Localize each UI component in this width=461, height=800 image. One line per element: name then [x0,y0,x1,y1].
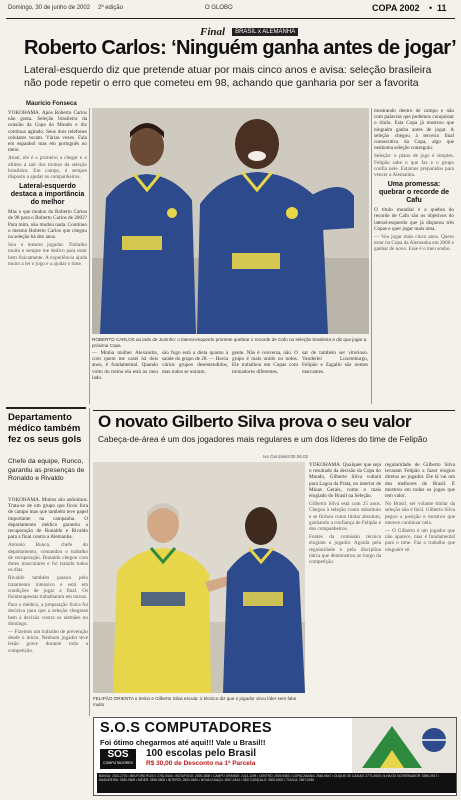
story1-deck: Lateral-esquerdo diz que pretende atuar por mais cinco anos e avisa: seleção brasileira não pode repetir o erro que cometeu em 98, achando que ganharia por ser a favorita [24,64,432,89]
story2-photo-credit: Ivo Gonzalez/30.06.02 [263,454,309,459]
ad-decoration-icon [352,718,456,773]
story1-column-3 [162,350,228,405]
sidebar-lead: YOKOHAMA. Muitos são anônimos. Trata-se de um grupo que ficou fora de campo mas que também teve papel importante na campanha. O departamento médico garantiu a recuperação de Ronaldo e Rivaldo para a final contra a Alemanha. [8,497,88,541]
story1-headline: Roberto Carlos: ‘Ninguém ganha antes de jogar’ [24,37,457,59]
masthead-rule [6,18,455,19]
sidebar-filler-4: — Fizemos um trabalho de prevenção desde o início. Nenhum jogador teve lesão grave durante toda a competição. [8,629,88,654]
final-tag: BRASIL x ALEMANHA [232,28,298,36]
section-label [200,22,298,36]
story2-deck: Cabeça-de-área é um dos jogadores mais regulares e um dos líderes do time de Felipão [98,434,428,444]
story2-col-b-text: regularidade de Gilberto Silva levaram Felipão a fazer elogios diretos ao jogador. Ele lá vai um dos melhores do Brasil. E mostrou em todos os jogos que tem valor. [385,462,455,500]
final-label: Final [200,26,226,38]
ad-title: S.O.S COMPUTADORES [100,720,272,736]
story1-right-lead: mostrando dentro de campo e não com palavras que podemos conquistar o título. Esta Copa já mostrou que ninguém ganha antes de jogar. A seleção chegou à terceira final consecutiva da Copa, algo que nenhuma seleção conseguiu. [374,108,454,152]
story1-right-subhead: Uma promessa: quebrar o recorde de Cafu [378,181,450,205]
story1-right-rest: O título mundial e a quebra do recorde de Cafu são os objetivos do lateral-esquerdo que já disputou três Copas e quer jogar mais uma. [374,207,454,232]
sidebar-filler-3: Para o médico, a preparação física foi decisiva para que a seleção chegasse bem à decisão contra os alemães no domingo. [8,602,88,627]
ad-logo-text: SOS [107,749,129,760]
story1-right-filler-2: — Vou jogar mais cinco anos. Quero estar na Copa da Alemanha em 2006 e ganhar de novo. Esse é o meu sonho. [374,234,454,253]
masthead-page: 11 [437,3,447,13]
story2-column-a [309,462,381,714]
story1-column-4 [232,350,298,405]
ad-logo [100,749,136,769]
masthead-edition: 2ª edição [98,5,123,11]
story1-right-filler: Seleção: o plano de jogo é simples. Felipão sabe o que faz e o grupo confia nele. Estamos preparados para vencer a Alemanha. [374,153,454,179]
story1-column-5 [302,350,368,405]
sidebar-rule [6,407,86,409]
story2-column-b [385,462,455,714]
story2-photo-caption: FELIPÃO ORIENTA o treino e Gilberto Silva escuta: o técnico diz que o jogador virou líder sem falar muito [93,696,297,707]
sidebar-body [8,497,88,787]
ad-addresses: BANGU: 2401-2730 • BELFORD ROXO: 2761-9444 • BOTAFOGO: 2539-3808 • CAMPO GRANDE: 2413-1199 • CENTRO: 2509-9363 • COPACABANA: 2548-9647 • DUQUE DE CAXIAS: 2771-0000 • ILHA DO GOVERNADOR: 3396-0917 • MADUREIRA: 3390-9609 • MÉIER: 2596-9800 • NITERÓI: 2620-0460 • NOVA IGUAÇU: 2667-3344 • SÃO GONÇALO: 2605-6000 • TIJUCA: 2567-6060 [97,773,457,793]
sidebar-filler-2: Rivaldo também passou pelo tratamento intensivo e está em condições de jogar a final. Os fisioterapeutas trabalharam em turnos. [8,575,88,601]
story2-photo [93,462,305,693]
story1-lead-cont: Atual, ele é o primeiro a chegar e o último a sair dos treinos da seleção brasileira. Em campo, é sempre disposto a ajudar os companheiros. [8,155,87,181]
masthead-section: COPA 2002 [372,3,420,13]
story1-col5-text: sar de também ser vitorioso. Vanderlei Luxemburgo, Felipão e Zagallo são nomes marcantes. [302,350,368,375]
story1-col1-filler: Sou o mesmo jogador. Trabalho muito e sempre me dedico para estar bem fisicamente. A experiência ajuda muito a ler o jogo e a ajudar o time. [8,242,87,267]
sidebar-deck: Chefe da equipe, Runco, garantiu as presenças de Ronaldo e Rivaldo [8,458,85,482]
sos-advertisement[interactable] [93,717,457,796]
ad-tagline: Foi ótimo chegarmos até aqui!!! Vale u Brasil!! [100,738,266,747]
sidebar-filler-1: Antonio Runco, chefe do departamento, comandou o trabalho de recuperação. Ronaldo chegou com dores musculares e foi tratado todos os dias. [8,542,88,574]
story2-col-b-filler: No Brasil, ser volante titular da seleção não é fácil. Gilberto Silva pegou a posição e mostrou que merece continuar nela. [385,501,455,526]
ad-offer: 100 escolas pelo Brasil [146,748,257,759]
sidebar-headline: Departamento médico também fez os seus gols [8,412,82,445]
story2-col-b-filler-2: — O Gilberto é um jogador que não aparece, mas é fundamental para o time. Faz o trabalho que ninguém vê. [385,528,455,553]
story1-lead: YOKOHAMA. Após Roberto Carlos não gosta. Seleção brasileira da ocasião da Copa do Mundo e diz contínua agitado. Seus dois telefones celulares tocam. Várias vezes. Fala em espanhol mas em português no meio. [8,110,87,154]
story1-col3-text: são fogo está a dieta quanto à saúde do grupo de 28. — Havia vários grupos desentendidos, mas todos se uniram. [162,350,228,375]
story1-photo [92,108,369,334]
masthead-paper: O GLOBO [205,5,233,11]
story1-byline: Maurício Fonseca [26,101,77,107]
story2-col-a-filler-2: Fontes da comissão técnica elogiam o jogador. Agrada pela regularidade e pela disciplina tática que demonstrou ao longo da competição. [309,534,381,566]
story1-photo-caption: ROBERTO CARLOS ao lado de Juninho: o lateral-esquerdo promete quebrar o recorde de Cafu na seleção brasileira e diz que jogar a próxima Copa [92,337,367,348]
ad-offer-sub: R$ 30,00 de Desconto na 1ª Parcela [146,760,256,767]
story1-column-right [374,108,454,404]
story2-photo-art [93,462,305,693]
story1-col1-rest: Mas o que mudou do Roberto Carlos de 98 para o Roberto Carlos de 2002? Para mim, não mudou nada. Continuo o mesmo Roberto Carlos que chegou na seleção há dez anos. [8,209,87,241]
story1-col4-text: gente. Não é conversa, não. O grupo é mais unido ou todos. Ele trabalhou em Copas com treinadores diferentes. [232,350,298,375]
story2-rule [93,410,455,411]
column-rule [371,108,372,404]
story1-column-2 [92,350,158,405]
column-rule [89,408,90,716]
story2-col-a-text: YOKOHAMA. Qualquer que seja o resultado da decisão da Copa do Mundo, Gilberto Silva voltará para Lagoa da Prata, no interior de Minas Gerais, como o mais elogiado do Brasil na Seleção. [309,462,381,500]
story1-column-1 [8,110,87,380]
story1-subhead: Lateral-esquerdo destaca a importância do melhor [10,183,85,207]
story1-col2-text: — Minha mulher Alexandra, com quem me casei há dois anos, é fundamental. Quando volto do treino ela está ao meu lado. [92,350,158,381]
story2-col-a-filler: Gilberto Silva está com 25 anos. Chegou à seleção como substituto e se firmou como titular absoluto, ganhando a confiança de Felipão e dos companheiros. [309,501,381,533]
column-rule [89,108,90,404]
story2-headline: O novato Gilberto Silva prova o seu valor [98,412,411,431]
masthead-separator: • [429,3,433,13]
story1-photo-art [92,108,369,334]
ad-logo-sub: COMPUTADORES [103,761,133,765]
masthead-date: Domingo, 30 de junho de 2002 [8,5,91,11]
